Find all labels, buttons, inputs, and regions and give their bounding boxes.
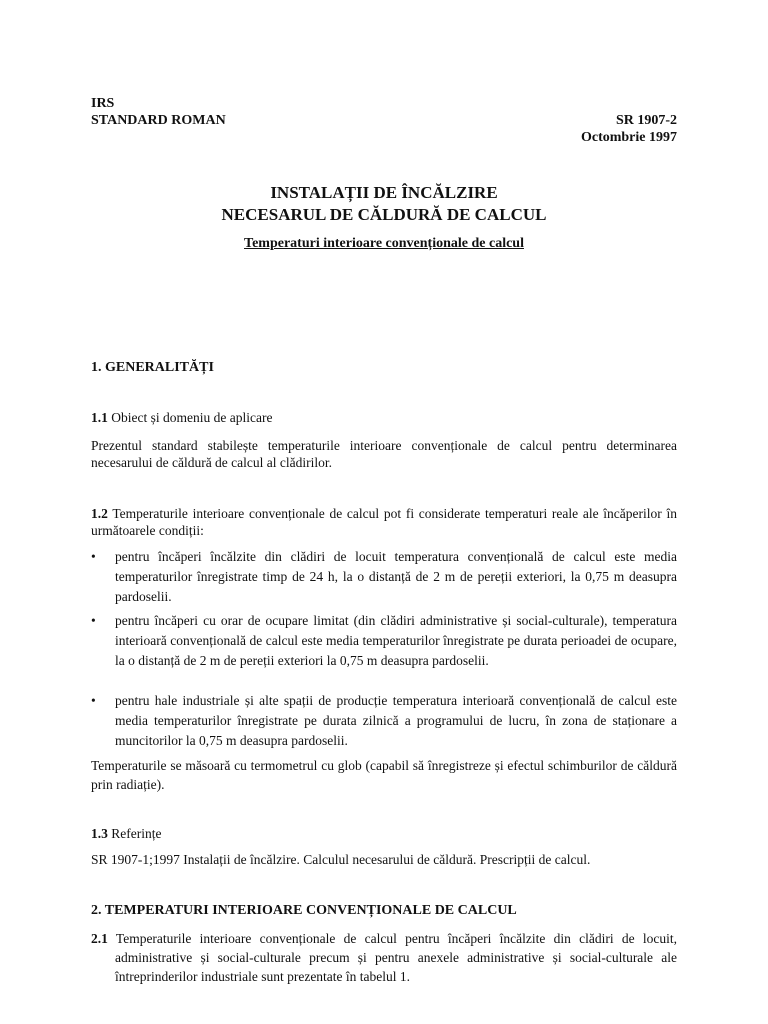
list-item bbox=[91, 547, 677, 607]
subsection-1-1-label: Obiect și domeniu de aplicare bbox=[107, 410, 273, 425]
list-item bbox=[91, 691, 677, 751]
subsection-1-3-number: 1.3 bbox=[91, 826, 108, 841]
title-line-2: NECESARUL DE CĂLDURĂ DE CALCUL bbox=[221, 205, 547, 224]
subsection-1-2-after: Temperaturile se măsoară cu termometrul cu glob (capabil să înregistreze și efectul schimburilor de căldură prin radiație). bbox=[91, 758, 677, 792]
header-left bbox=[91, 95, 391, 129]
header-right bbox=[450, 112, 677, 146]
subsection-1-3-label: Referințe bbox=[107, 826, 162, 841]
subsection-1-2-text bbox=[91, 505, 677, 539]
bullet-icon: • bbox=[91, 549, 96, 564]
title-line-1: INSTALAȚII DE ÎNCĂLZIRE bbox=[270, 183, 498, 202]
subsection-2-1 bbox=[91, 929, 677, 986]
subsection-1-2-body: Temperaturile interioare convenționale de calcul pot fi considerate temperaturi reale ale încăperilor în următoarele condiții: bbox=[91, 506, 677, 538]
standard-date: Octombrie 1997 bbox=[580, 130, 677, 145]
title-block bbox=[0, 182, 768, 252]
section-1-heading: 1. GENERALITĂȚI bbox=[91, 360, 214, 375]
bullet-icon: • bbox=[91, 693, 96, 708]
subsection-2-1-body: Temperaturile interioare convenționale de calcul pentru încăperi încălzite din clădiri de locuit, administrative și social-culturale precum și pentru anexele administrative și social-culturale ale întreprinderilor industriale sunt prezentate în tabelul 1. bbox=[107, 931, 677, 984]
subsection-1-3-text: SR 1907-1;1997 Instalații de încălzire. Calculul necesarului de căldură. Prescripții de calcul. bbox=[91, 852, 591, 867]
subsection-1-3-title bbox=[91, 825, 677, 842]
header-org-full: STANDARD ROMAN bbox=[91, 113, 226, 128]
subsection-1-1-number: 1.1 bbox=[91, 410, 108, 425]
subtitle: Temperaturi interioare convenționale de calcul bbox=[244, 236, 524, 251]
bullet-text: pentru încăperi încălzite din clădiri de locuit temperatura convențională de calcul este media temperaturilor înregistrate timp de 24 h, la o distanță de 2 m de pereții exteriori, la 0,75 m deasupra pardoselii. bbox=[115, 549, 677, 604]
subsection-2-1-number: 2.1 bbox=[91, 931, 108, 946]
subsection-1-1-text: Prezentul standard stabilește temperaturile interioare convenționale de calcul pentru determinarea necesarului de căldură de calcul al clădirilor. bbox=[91, 438, 677, 470]
subsection-1-2-number: 1.2 bbox=[91, 506, 108, 521]
bullet-text: pentru hale industriale și alte spații de producție temperatura interioară convențională de calcul este media temperaturilor înregistrate pe durata zilnică a programului de lucru, în zona de staționare a muncitorilor la 0,75 m deasupra pardoselii. bbox=[115, 693, 677, 748]
bullet-icon: • bbox=[91, 613, 96, 628]
subsection-1-1-title bbox=[91, 409, 677, 426]
subsection-2-1-text bbox=[91, 929, 677, 986]
section-2-heading: 2. TEMPERATURI INTERIOARE CONVENȚIONALE DE CALCUL bbox=[91, 903, 517, 918]
list-item bbox=[91, 611, 677, 671]
header-org: IRS bbox=[91, 96, 115, 111]
standard-code: SR 1907-2 bbox=[615, 113, 677, 128]
bullet-text: pentru încăperi cu orar de ocupare limitat (din clădiri administrative și social-culturale), temperatura interioară convențională de calcul este media temperaturilor înregistrate pe durata perioadei de ocupare, la o distanță de 2 m de pereții exteriori la 0,75 m deasupra pardoselii. bbox=[115, 613, 677, 668]
